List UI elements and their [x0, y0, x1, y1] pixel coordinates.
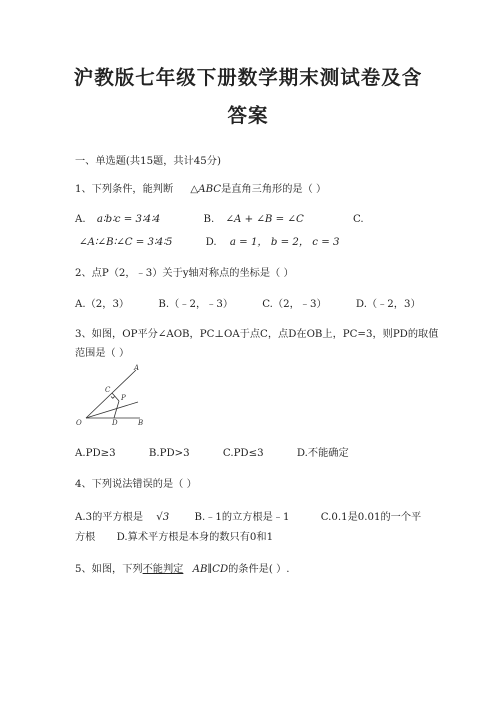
question-4-stem: 4、下列说法错误的是（ ）: [75, 479, 197, 490]
q1-option-c-label: C.: [353, 214, 364, 225]
document-title-line1: 沪教版七年级下册数学期末测试卷及含: [73, 66, 423, 89]
q2-option-a: A.（2，3）: [75, 299, 130, 310]
question-2-stem: 2、点P（2，﹣3）关于y轴对称点的坐标是（ ）: [75, 268, 294, 279]
q1-option-c-math: ∠A∶∠B∶∠C = 3∶4∶5: [79, 237, 173, 248]
q1-option-d-math: a = 1， b = 2， c = 3: [229, 237, 340, 248]
q1-option-b-math: ∠A + ∠B = ∠C: [225, 214, 304, 225]
q2-option-c: C.（2，﹣3）: [262, 299, 327, 310]
question-4-options-row2: [75, 528, 273, 543]
q1-option-a-math: a∶b∶c = 3∶4∶4: [96, 214, 161, 225]
question-1-options-row1: [75, 214, 364, 225]
label-p: P: [121, 394, 126, 402]
q1-option-a-label: A.: [75, 214, 86, 225]
q5-stem-text-a: 5、如图，下列: [75, 564, 143, 575]
question-2-options: [75, 295, 421, 310]
q1-option-b-label: B.: [203, 214, 215, 225]
q3-option-b: B.PD>3: [148, 448, 190, 459]
label-b: B: [138, 419, 144, 427]
q3-option-a: A.PD≥3: [75, 448, 116, 459]
q2-option-d: D.（﹣2，3）: [355, 299, 421, 310]
question-3-stem-line1: 3、如图，OP平分∠AOB，PC⊥OA于点C，点D在OB上，PC=3，则PD的取值: [75, 329, 439, 340]
q4-option-b: B.﹣1的立方根是﹣1: [194, 512, 290, 523]
ray-oa: [86, 370, 136, 418]
question-5-stem: [75, 560, 290, 575]
q3-option-d: D.不能确定: [296, 448, 349, 459]
question-1-stem: [75, 180, 326, 195]
question-3-stem-line2: 范围是（ ）: [75, 348, 130, 359]
question-3-figure: [76, 362, 156, 430]
document-title-line2: 答案: [227, 104, 269, 127]
q5-stem-text-b: 的条件是( ）.: [228, 564, 290, 575]
q1-option-d-label: D.: [205, 237, 217, 248]
question-4-options-row1: [75, 508, 421, 523]
q4-option-a-math: √3: [156, 512, 170, 523]
q4-option-d: D.算术平方根是本身的数只有0和1: [116, 532, 274, 543]
segment-pc: [112, 393, 119, 401]
label-c: C: [105, 386, 111, 394]
q1-triangle-math: △ABC: [190, 184, 222, 195]
section-heading: 一、单选题(共15题，共计45分): [75, 156, 221, 167]
q5-parallel-math: AB∥CD: [192, 564, 229, 575]
q5-stem-underlined: 不能判定: [142, 564, 184, 575]
q1-stem-text-a: 1、下列条件，能判断: [75, 184, 174, 195]
q3-option-c: C.PD≤3: [222, 448, 264, 459]
question-1-options-row2: [79, 233, 340, 248]
question-3-options: [75, 444, 349, 459]
label-o: O: [76, 419, 82, 427]
label-d: D: [112, 419, 118, 427]
q2-option-b: B.（﹣2，﹣3）: [158, 299, 233, 310]
q4-option-a-text: A.3的平方根是: [75, 512, 144, 523]
q4-option-c-continued: 方根: [75, 532, 96, 543]
q4-option-c: C.0.1是0.01的一个平: [320, 512, 422, 523]
q1-stem-text-b: 是直角三角形的是（ ）: [221, 184, 327, 195]
right-angle-mark: [111, 397, 115, 399]
label-a: A: [134, 364, 140, 372]
